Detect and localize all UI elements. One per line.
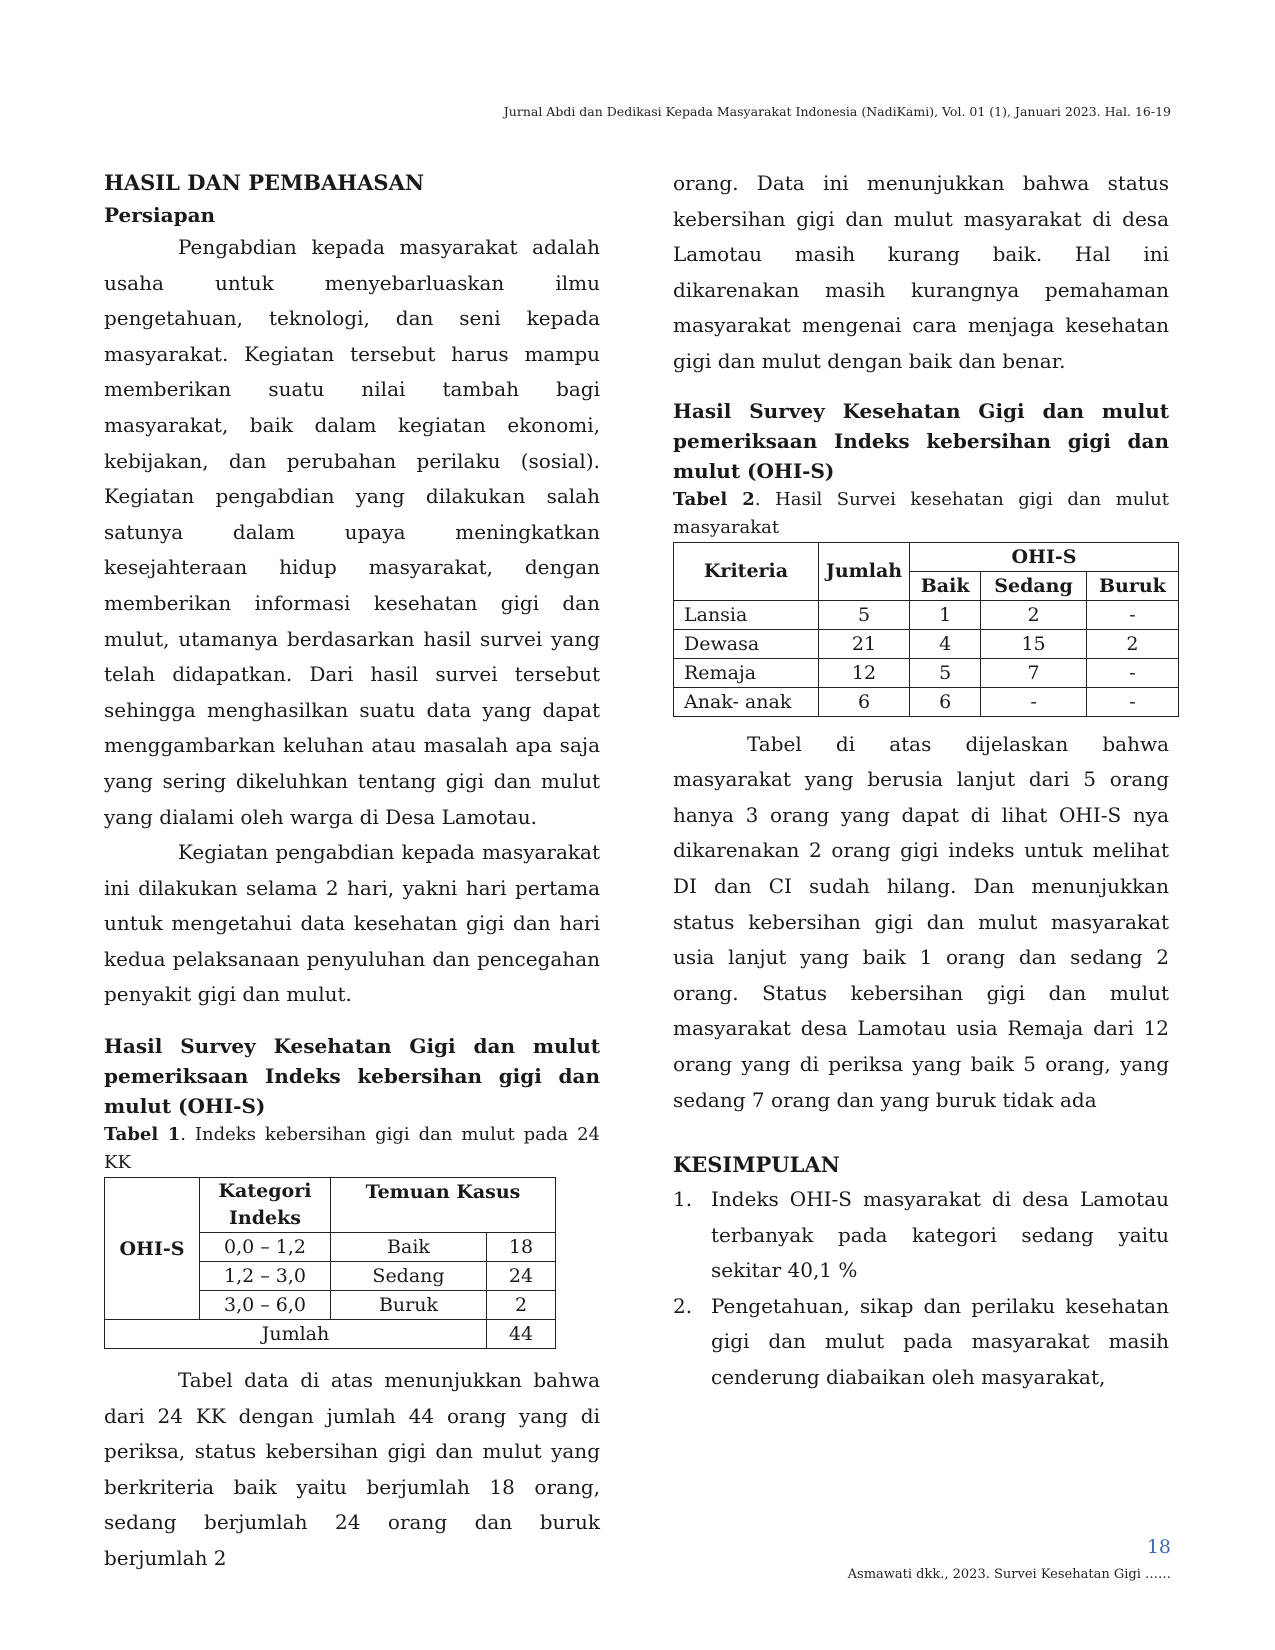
- survey-heading-2: Hasil Survey Kesehatan Gigi dan mulut pemeriksaan Indeks kebersihan gigi dan mulut (OHI-S): [673, 398, 1169, 483]
- survey-heading: Hasil Survey Kesehatan Gigi dan mulut pemeriksaan Indeks kebersihan gigi dan mulut (OHI-S): [104, 1034, 600, 1119]
- left-column: [104, 166, 600, 1577]
- col-kriteria: Kriteria: [674, 542, 819, 600]
- paragraph-continued: orang. Data ini menunjukkan bahwa status kebersihan gigi dan mulut masyarakat di desa Lamotau masih kurang baik. Hal ini dikarenakan masih kurangnya pemahaman masyarakat mengenai cara menjaga kesehatan gigi dan mulut dengan baik dan benar.: [673, 171, 1169, 373]
- list-item: 2. Pengetahuan, sikap dan perilaku kesehatan gigi dan mulut pada masyarakat masih cenderung diabaikan oleh masyarakat,: [673, 1293, 1169, 1390]
- paragraph-activity: Kegiatan pengabdian kepada masyarakat ini dilakukan selama 2 hari, yakni hari pertama untuk mengetahui data kesehatan gigi dan hari kedua pelaksanaan penyuluhan dan pencegahan penyakit gigi dan mulut.: [104, 840, 600, 1007]
- col-jumlah: Jumlah: [819, 542, 910, 600]
- section-title: HASIL DAN PEMBAHASAN: [104, 170, 425, 195]
- right-column: [673, 166, 1169, 1396]
- col-ohis-group: OHI-S: [910, 542, 1179, 571]
- conclusion-title: KESIMPULAN: [673, 1152, 840, 1178]
- table-row: 0,0 – 1,2 Baik 18: [105, 1233, 556, 1262]
- paragraph-table2-summary: Tabel di atas dijelaskan bahwa masyarakat yang berusia lanjut dari 5 orang hanya 3 orang yang dapat di lihat OHI-S nya dikarenakan 2 orang gigi indeks untuk melihat DI dan CI sudah hilang. Dan menunjukkan status kebersihan gigi dan mulut masyarakat usia lanjut yang baik 1 orang dan sedang 2 orang. Status kebersihan gigi dan mulut masyarakat desa Lamotau usia Remaja dari 12 orang yang di periksa yang baik 5 orang, yang sedang 7 orang dan yang buruk tidak ada: [673, 731, 1169, 1112]
- col-buruk: Buruk: [1086, 571, 1178, 600]
- footer-credit: Asmawati dkk., 2023. Survei Kesehatan Gigi ……: [847, 1567, 1171, 1582]
- table1-caption: Tabel 1. Indeks kebersihan gigi dan mulut pada 24 KK: [104, 1124, 600, 1174]
- table-row: Remaja 12 5 7 -: [674, 658, 1179, 687]
- subsection-title: Persiapan: [104, 203, 216, 227]
- table-row: Dewasa 21 4 15 2: [674, 629, 1179, 658]
- col-baik: Baik: [910, 571, 981, 600]
- table-ohis-index: [104, 1177, 556, 1349]
- col-kategori: Kategori Indeks: [200, 1178, 331, 1233]
- col-sedang: Sedang: [981, 571, 1087, 600]
- table-row: 3,0 – 6,0 Buruk 2: [105, 1291, 556, 1320]
- paragraph-table1-summary: Tabel data di atas menunjukkan bahwa dari 24 KK dengan jumlah 44 orang yang di periksa, status kebersihan gigi dan mulut yang berkriteria baik yaitu berjumlah 18 orang, sedang berjumlah 24 orang dan buruk berjumlah 2: [104, 1368, 600, 1571]
- table-total-row: Jumlah 44: [105, 1320, 556, 1349]
- table-row: Lansia 5 1 2 -: [674, 600, 1179, 629]
- col-temuan: Temuan Kasus: [331, 1178, 556, 1233]
- running-header: Jurnal Abdi dan Dedikasi Kepada Masyarakat Indonesia (NadiKami), Vol. 01 (1), Januari 2023. Hal. 16-19: [503, 104, 1171, 119]
- conclusion-list: [673, 1182, 1169, 1396]
- table-row: 1,2 – 3,0 Sedang 24: [105, 1262, 556, 1291]
- paragraph-intro: Pengabdian kepada masyarakat adalah usaha untuk menyebarluaskan ilmu pengetahuan, teknologi, dan seni kepada masyarakat. Kegiatan tersebut harus mampu memberikan suatu nilai tambah bagi masyarakat, baik dalam kegiatan ekonomi, kebijakan, dan perubahan perilaku (sosial). Kegiatan pengabdian yang dilakukan salah satunya dalam upaya meningkatkan kesejahteraan hidup masyarakat, dengan memberikan informasi kesehatan gigi dan mulut, utamanya berdasarkan hasil survei yang telah didapatkan. Dari hasil survei tersebut sehingga menghasilkan suatu data yang dapat menggambarkan keluhan atau masalah apa saja yang sering dikeluhkan tentang gigi dan mulut yang dialami oleh warga di Desa Lamotau.: [104, 235, 600, 829]
- ohis-row-header: OHI-S: [105, 1178, 200, 1320]
- table-row: Anak- anak 6 6 - -: [674, 687, 1179, 716]
- page-number: 18: [1146, 1536, 1171, 1558]
- list-item: 1. Indeks OHI-S masyarakat di desa Lamotau terbanyak pada kategori sedang yaitu sekitar 40,1 %: [673, 1187, 1169, 1283]
- table-survey-results: [673, 542, 1179, 717]
- table2-caption: Tabel 2. Hasil Survei kesehatan gigi dan mulut masyarakat: [673, 488, 1169, 538]
